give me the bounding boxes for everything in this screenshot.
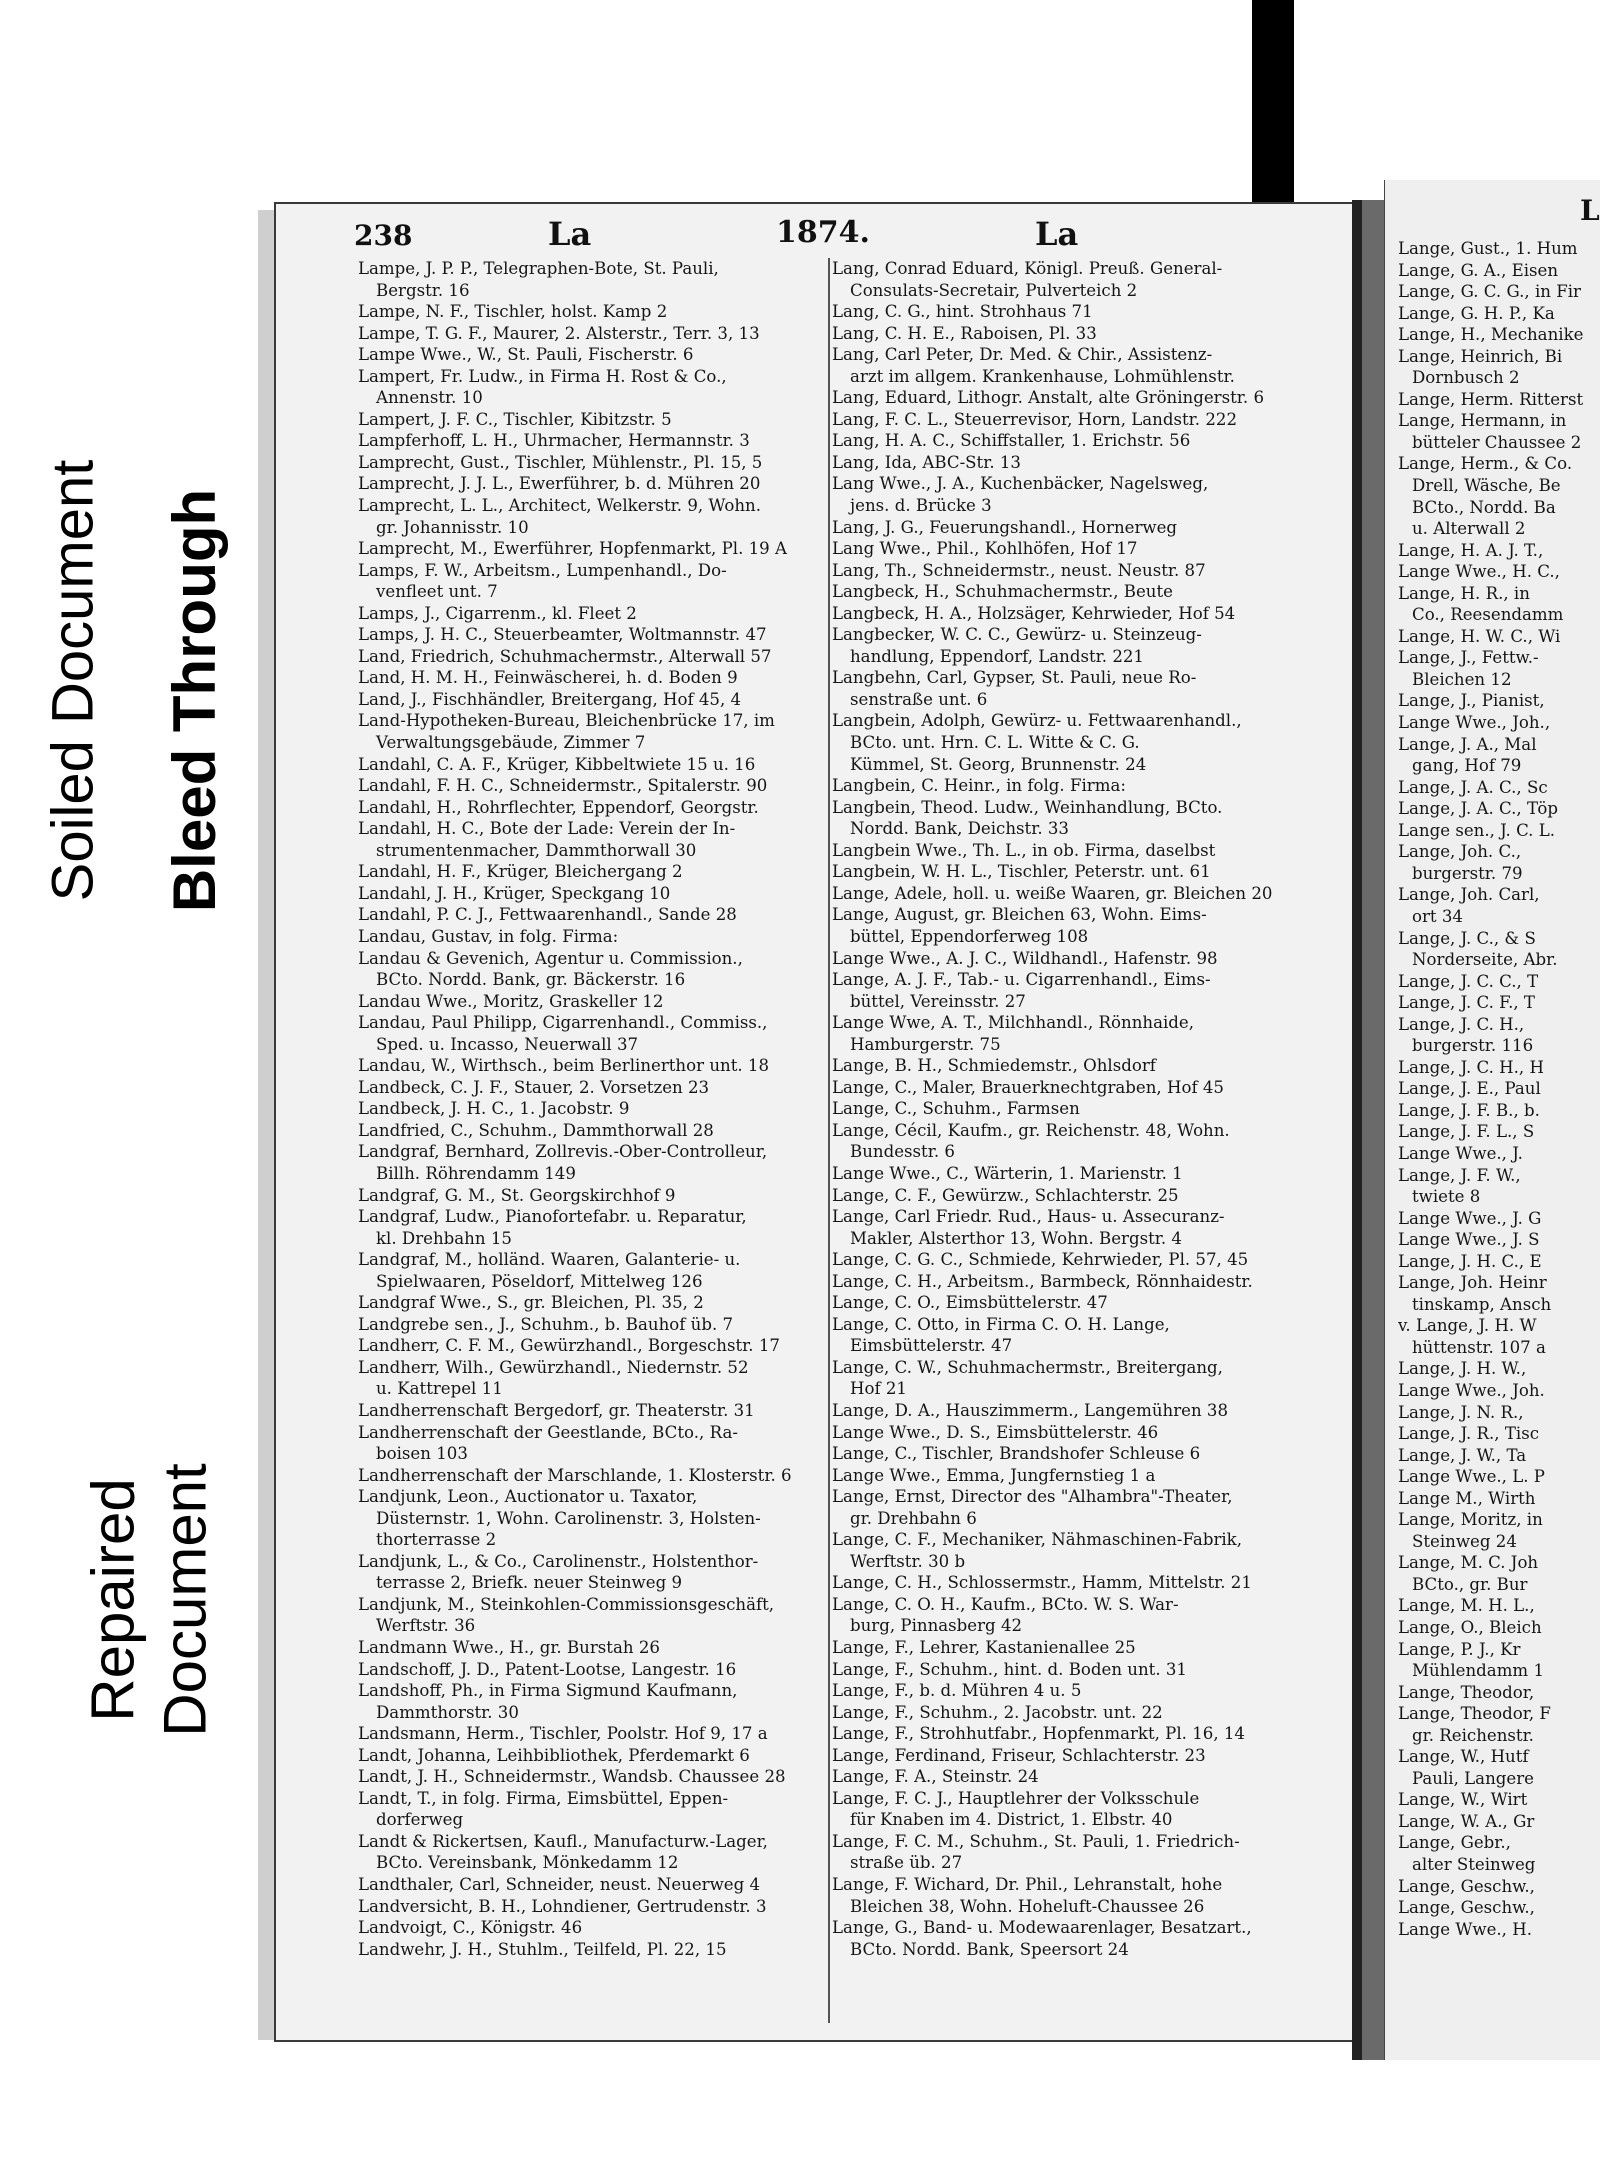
directory-entry-line: bütteler Chaussee 2	[1412, 432, 1582, 452]
directory-entry-line: Landsmann, Herm., Tischler, Poolstr. Hof 9, 17 a	[358, 1724, 768, 1744]
directory-entry-line: Lang, C. H. E., Raboisen, Pl. 33	[832, 323, 1097, 343]
directory-entry-line: Landt, T., in folg. Firma, Eimsbüttel, Eppen-	[358, 1788, 729, 1808]
header-year: 1874.	[776, 215, 870, 250]
directory-entry-line: Lange Wwe., D. S., Eimsbüttelerstr. 46	[832, 1422, 1159, 1442]
next-page-header-key: L	[1580, 194, 1600, 227]
directory-entry-line: v. Lange, J. H. W	[1398, 1316, 1537, 1336]
directory-entry-line: Landahl, H. C., Bote der Lade: Verein der In-	[358, 819, 736, 839]
directory-entry-line: Lange, Joh. Carl,	[1398, 885, 1540, 905]
directory-entry-line: Lange Wwe., A. J. C., Wildhandl., Hafenstr. 98	[832, 948, 1218, 968]
directory-entry-line: Drell, Wäsche, Be	[1412, 476, 1561, 496]
directory-entry-line: Lange Wwe., H. C.,	[1398, 562, 1560, 582]
directory-entry-line: Lange, C., Maler, Brauerknechtgraben, Hof 45	[832, 1077, 1224, 1097]
directory-entry-line: Sped. u. Incasso, Neuerwall 37	[376, 1034, 639, 1054]
directory-entry-line: Lange, Joh. Heinr	[1398, 1273, 1547, 1293]
directory-entry-line: für Knaben im 4. District, 1. Elbstr. 40	[850, 1810, 1173, 1830]
directory-entry-line: burg, Pinnasberg 42	[850, 1616, 1023, 1636]
directory-entry-line: Landherr, C. F. M., Gewürzhandl., Borgeschstr. 17	[358, 1336, 780, 1356]
directory-entry-line: Dornbusch 2	[1412, 368, 1520, 388]
directory-entry-line: Landwehr, J. H., Stuhlm., Teilfeld, Pl. 22, 15	[358, 1939, 727, 1959]
directory-entry-line: Lange, H. R., in	[1398, 583, 1530, 603]
directory-entry-line: Lampe, T. G. F., Maurer, 2. Alsterstr., Terr. 3, 13	[358, 323, 760, 343]
label-bleed-text: Bleed Through	[161, 488, 229, 912]
directory-entry-line: Langbeck, H. A., Holzsäger, Kehrwieder, Hof 54	[832, 603, 1236, 623]
directory-entry-line: Landt, Johanna, Leihbibliothek, Pferdemarkt 6	[358, 1745, 750, 1765]
directory-entry-line: Lang, Eduard, Lithogr. Anstalt, alte Gröningerstr. 6	[832, 388, 1265, 408]
directory-entry-line: Lange, J. C. C., T	[1398, 971, 1539, 991]
label-soiled-text: Soiled Document	[40, 459, 106, 901]
column-divider	[828, 258, 830, 2023]
directory-entry-line: Landherrenschaft der Geestlande, BCto., Ra-	[358, 1422, 738, 1442]
directory-entry-line: Lange, G., Band- u. Modewaarenlager, Besatzart.,	[832, 1918, 1252, 1938]
directory-entry-line: Lange, J. F. L., S	[1398, 1122, 1535, 1142]
label-repaired-document	[60, 1400, 240, 1800]
directory-entry-line: Lange, Theodor,	[1398, 1682, 1535, 1702]
directory-entry-line: Lange, A. J. F., Tab.- u. Cigarrenhandl., Eims-	[832, 970, 1211, 990]
directory-entry-line: Lampe Wwe., W., St. Pauli, Fischerstr. 6	[358, 345, 694, 365]
directory-entry-line: Hof 21	[850, 1379, 907, 1399]
directory-entry-line: Landgraf Wwe., S., gr. Bleichen, Pl. 35, 2	[358, 1293, 704, 1313]
directory-entry-line: Lang, Ida, ABC-Str. 13	[832, 452, 1021, 472]
directory-entry-line: Landherrenschaft Bergedorf, gr. Theaterstr. 31	[358, 1400, 755, 1420]
directory-entry-line: gr. Johannisstr. 10	[376, 517, 529, 537]
directory-entry-line: Lange, C. Otto, in Firma C. O. H. Lange,	[832, 1314, 1170, 1334]
directory-entry-line: senstraße unt. 6	[850, 689, 988, 709]
directory-entry-line: Lange Wwe, A. T., Milchhandl., Rönnhaide,	[832, 1013, 1194, 1033]
directory-entry-line: burgerstr. 79	[1412, 863, 1523, 883]
directory-entry-line: Lamps, J. H. C., Steuerbeamter, Woltmannstr. 47	[358, 625, 767, 645]
directory-entry-line: Dammthorstr. 30	[376, 1702, 519, 1722]
directory-entry-line: strumentenmacher, Dammthorwall 30	[376, 840, 697, 860]
gutter-shade	[1362, 200, 1384, 2060]
directory-entry-line: Lange, J. A. C., Sc	[1398, 777, 1548, 797]
directory-entry-line: Lange, J., Fettw.-	[1398, 648, 1539, 668]
directory-entry-line: Lange, C. O., Eimsbüttelerstr. 47	[832, 1293, 1108, 1313]
label-soiled-document	[28, 340, 118, 1020]
directory-entry-line: ort 34	[1412, 906, 1463, 926]
directory-entry-line: Bleichen 12	[1412, 669, 1512, 689]
directory-entry-line: Langbeck, H., Schuhmachermstr., Beute	[832, 582, 1173, 602]
directory-entry-line: Lange M., Wirth	[1398, 1488, 1536, 1508]
directory-entry-line: u. Kattrepel 11	[376, 1379, 503, 1399]
directory-entry-line: Lange, J. E., Paul	[1398, 1079, 1541, 1099]
next-page-cropped	[1384, 180, 1600, 2060]
directory-entry-line: Landau, Gustav, in folg. Firma:	[358, 926, 619, 946]
directory-entry-line: Landgraf, G. M., St. Georgskirchhof 9	[358, 1185, 676, 1205]
directory-entry-line: Lange, M. H. L.,	[1398, 1596, 1535, 1616]
directory-entry-line: Lange, Gebr.,	[1398, 1833, 1511, 1853]
directory-entry-line: Lange, B. H., Schmiedemstr., Ohlsdorf	[832, 1056, 1156, 1076]
directory-entry-line: Lange, C. H., Schlossermstr., Hamm, Mittelstr. 21	[832, 1573, 1252, 1593]
directory-entry-line: Landt, J. H., Schneidermstr., Wandsb. Chaussee 28	[358, 1767, 786, 1787]
directory-entry-line: BCto. unt. Hrn. C. L. Witte & C. G.	[850, 733, 1140, 753]
directory-entry-line: Lang, J. G., Feuerungshandl., Hornerweg	[832, 517, 1178, 537]
directory-entry-line: Lange, G. H. P., Ka	[1398, 303, 1555, 323]
directory-entry-line: Lampferhoff, L. H., Uhrmacher, Hermannstr. 3	[358, 431, 750, 451]
directory-entry-line: Lang, Conrad Eduard, Königl. Preuß. General-	[832, 259, 1223, 278]
directory-entry-line: Nordd. Bank, Deichstr. 33	[850, 819, 1069, 839]
directory-entry-line: Lange, M. C. Joh	[1398, 1553, 1539, 1573]
directory-entry-line: Lang, C. G., hint. Strohhaus 71	[832, 302, 1093, 322]
directory-entry-line: Landshoff, Ph., in Firma Sigmund Kaufmann,	[358, 1681, 738, 1701]
label-repaired-text	[78, 1463, 222, 1736]
directory-entry-line: Lange, P. J., Kr	[1398, 1639, 1521, 1659]
directory-entry-line: Landgraf, Ludw., Pianofortefabr. u. Reparatur,	[358, 1207, 747, 1227]
directory-entry-line: gr. Drehbahn 6	[850, 1508, 977, 1528]
directory-entry-line: Lange, C., Tischler, Brandshofer Schleuse 6	[832, 1444, 1201, 1464]
directory-entry-line: Lange, Hermann, in	[1398, 411, 1567, 431]
directory-entry-line: Werftstr. 36	[376, 1616, 476, 1636]
directory-entry-line: Lang, Th., Schneidermstr., neust. Neustr. 87	[832, 560, 1206, 580]
directory-entry-line: Landjunk, Leon., Auctionator u. Taxator,	[358, 1487, 698, 1507]
directory-entry-line: Lange, H. A. J. T.,	[1398, 540, 1544, 560]
directory-entry-line: Lange, J. W., Ta	[1398, 1445, 1527, 1465]
directory-entry-line: Lange, August, gr. Bleichen 63, Wohn. Eims-	[832, 905, 1207, 925]
directory-entry-line: Landahl, J. H., Krüger, Speckgang 10	[358, 883, 671, 903]
directory-entry-line: Landahl, P. C. J., Fettwaarenhandl., Sande 28	[358, 905, 737, 925]
directory-entry-line: terrasse 2, Briefk. neuer Steinweg 9	[376, 1573, 683, 1593]
directory-entry-line: Lange, J. F. B., b.	[1398, 1100, 1540, 1120]
directory-entry-line: Co., Reesendamm	[1412, 605, 1564, 625]
directory-entry-line: Lange, Carl Friedr. Rud., Haus- u. Assecuranz-	[832, 1207, 1225, 1227]
directory-entry-line: Lange Wwe., H.	[1398, 1919, 1532, 1939]
directory-entry-line: Lamps, J., Cigarrenm., kl. Fleet 2	[358, 603, 637, 623]
directory-entry-line: Lange, J. A., Mal	[1398, 734, 1537, 754]
directory-entry-line: hüttenstr. 107 a	[1412, 1337, 1546, 1357]
directory-entry-line: Lange, F., Schuhm., hint. d. Boden unt. 31	[832, 1659, 1187, 1679]
directory-entry-line: Landbeck, J. H. C., 1. Jacobstr. 9	[358, 1099, 630, 1119]
directory-entry-line: Landgraf, M., holländ. Waaren, Galanterie- u.	[358, 1250, 741, 1270]
label-repaired-line2: Document	[152, 1463, 219, 1737]
directory-entry-line: Lamps, F. W., Arbeitsm., Lumpenhandl., Do-	[358, 560, 727, 580]
scan-edge-top	[1252, 0, 1294, 215]
directory-entry-line: Makler, Alsterthor 13, Wohn. Bergstr. 4	[850, 1228, 1182, 1248]
directory-entry-line: Lange Wwe., Joh.	[1398, 1380, 1545, 1400]
directory-entry-line: Landthaler, Carl, Schneider, neust. Neuerweg 4	[358, 1875, 761, 1895]
directory-entry-line: Lange, C. G. C., Schmiede, Kehrwieder, Pl. 57, 45	[832, 1250, 1249, 1270]
directory-entry-line: Lange, G. C. G., in Fir	[1398, 282, 1581, 302]
directory-entry-line: Lampe, J. P. P., Telegraphen-Bote, St. Pauli,	[358, 259, 719, 278]
directory-entry-line: Lange Wwe., L. P	[1398, 1467, 1545, 1487]
directory-entry-line: Bleichen 38, Wohn. Hoheluft-Chaussee 26	[850, 1896, 1205, 1916]
directory-entry-line: Lange, F. Wichard, Dr. Phil., Lehranstalt, hohe	[832, 1875, 1223, 1895]
directory-entry-line: Lange, Geschw.,	[1398, 1898, 1535, 1918]
directory-entry-line: handlung, Eppendorf, Landstr. 221	[850, 646, 1144, 666]
directory-entry-line: Lange Wwe., J.	[1398, 1143, 1523, 1163]
directory-entry-line: Lange, F. C. M., Schuhm., St. Pauli, 1. Friedrich-	[832, 1831, 1240, 1851]
directory-entry-line: Lamprecht, J. J. L., Ewerführer, b. d. Mühren 20	[358, 474, 761, 494]
directory-entry-line: Kümmel, St. Georg, Brunnenstr. 24	[850, 754, 1147, 774]
directory-entry-line: Landahl, H. F., Krüger, Bleichergang 2	[358, 862, 683, 882]
directory-entry-line: Lang, H. A. C., Schiffstaller, 1. Erichstr. 56	[832, 431, 1191, 451]
directory-entry-line: Lange, C. H., Arbeitsm., Barmbeck, Rönnhaidestr.	[832, 1271, 1253, 1291]
directory-entry-line: Lange Wwe., J. S	[1398, 1230, 1540, 1250]
directory-entry-line: burgerstr. 116	[1412, 1036, 1534, 1056]
directory-entry-line: Lange, J. C. H.,	[1398, 1014, 1525, 1034]
directory-entry-line: twiete 8	[1412, 1187, 1481, 1207]
directory-entry-line: Landgraf, Bernhard, Zollrevis.-Ober-Controlleur,	[358, 1142, 768, 1162]
label-repaired-line1: Repaired	[80, 1478, 147, 1722]
directory-entry-line: Landmann Wwe., H., gr. Burstah 26	[358, 1638, 660, 1657]
directory-entry-line: Billh. Röhrendamm 149	[376, 1163, 576, 1183]
directory-entry-line: Landschoff, J. D., Patent-Lootse, Langestr. 16	[358, 1659, 737, 1679]
directory-entry-line: Landjunk, L., & Co., Carolinenstr., Holstenthor-	[358, 1551, 759, 1571]
directory-entry-line: alter Steinweg	[1412, 1855, 1536, 1875]
directory-entry-line: Landgrebe sen., J., Schuhm., b. Bauhof üb. 7	[358, 1314, 734, 1334]
directory-entry-line: Lange, Ernst, Director des "Alhambra"-Theater,	[832, 1487, 1233, 1507]
directory-entry-line: Land-Hypotheken-Bureau, Bleichenbrücke 17, im	[358, 711, 775, 731]
directory-entry-line: Lange, J. F. W.,	[1398, 1165, 1521, 1185]
directory-entry-line: Langbein, C. Heinr., in folg. Firma:	[832, 776, 1126, 796]
directory-entry-line: Landt & Rickertsen, Kaufl., Manufacturw.-Lager,	[358, 1831, 768, 1851]
directory-entry-line: Lange, F. A., Steinstr. 24	[832, 1767, 1039, 1787]
header-key-right: La	[1035, 215, 1079, 253]
directory-entry-line: büttel, Vereinsstr. 27	[850, 991, 1026, 1011]
directory-entry-line: Lange, D. A., Hauszimmerm., Langemühren 38	[832, 1400, 1229, 1420]
directory-entry-line: Lampert, Fr. Ludw., in Firma H. Rost & Co.,	[358, 366, 727, 386]
directory-entry-line: Lange Wwe., J. G	[1398, 1208, 1542, 1228]
directory-entry-line: Lange sen., J. C. L.	[1398, 820, 1556, 840]
directory-entry-line: Lange, W., Hutf	[1398, 1747, 1529, 1767]
directory-entry-line: Land, J., Fischhändler, Breitergang, Hof 45, 4	[358, 689, 742, 709]
directory-entry-line: BCto., Nordd. Ba	[1412, 497, 1556, 517]
directory-entry-line: Lampert, J. F. C., Tischler, Kibitzstr. 5	[358, 409, 672, 429]
directory-entry-line: Langbecker, W. C. C., Gewürz- u. Steinzeug-	[832, 625, 1202, 645]
directory-entry-line: Lange, J. C. H., H	[1398, 1057, 1544, 1077]
directory-entry-line: Lange, F. C. J., Hauptlehrer der Volksschule	[832, 1788, 1200, 1808]
directory-entry-line: Werftstr. 30 b	[850, 1551, 966, 1571]
directory-entry-line: kl. Drehbahn 15	[376, 1228, 512, 1248]
directory-entry-line: Lange Wwe., Emma, Jungfernstieg 1 a	[832, 1465, 1156, 1485]
directory-entry-line: thorterrasse 2	[376, 1530, 497, 1550]
directory-entry-line: Lange, F., b. d. Mühren 4 u. 5	[832, 1681, 1082, 1701]
directory-entry-line: Lange, Geschw.,	[1398, 1876, 1535, 1896]
directory-entry-line: Lang, F. C. L., Steuerrevisor, Horn, Landstr. 222	[832, 409, 1238, 429]
directory-entry-line: Landahl, H., Rohrflechter, Eppendorf, Georgstr.	[358, 797, 759, 817]
label-bleed-through	[150, 420, 240, 980]
directory-entry-line: Düsternstr. 1, Wohn. Carolinenstr. 3, Holsten-	[376, 1508, 761, 1528]
directory-entry-line: Langbein, W. H. L., Tischler, Peterstr. unt. 61	[832, 862, 1211, 882]
directory-entry-line: Lange, C. O. H., Kaufm., BCto. W. S. War-	[832, 1594, 1179, 1614]
directory-entry-line: Lange, F., Lehrer, Kastanienallee 25	[832, 1638, 1136, 1657]
directory-entry-line: Lange, Cécil, Kaufm., gr. Reichenstr. 48, Wohn.	[832, 1120, 1230, 1140]
directory-entry-line: Bergstr. 16	[376, 280, 470, 300]
directory-entry-line: Lampe, N. F., Tischler, holst. Kamp 2	[358, 302, 668, 322]
directory-entry-line: Land, H. M. H., Feinwäscherei, h. d. Boden 9	[358, 668, 738, 688]
directory-entry-line: Lamprecht, Gust., Tischler, Mühlenstr., Pl. 15, 5	[358, 452, 763, 472]
directory-entry-line: Landvoigt, C., Königstr. 46	[358, 1918, 583, 1938]
directory-entry-line: Lamprecht, M., Ewerführer, Hopfenmarkt, Pl. 19 A	[358, 539, 787, 559]
directory-entry-line: Lange, W., Wirt	[1398, 1790, 1528, 1810]
directory-entry-line: BCto. Nordd. Bank, Speersort 24	[850, 1939, 1129, 1959]
directory-entry-line: Eimsbüttelerstr. 47	[850, 1336, 1013, 1356]
directory-entry-line: Lange, W. A., Gr	[1398, 1811, 1535, 1831]
directory-entry-line: Landjunk, M., Steinkohlen-Commissionsgeschäft,	[358, 1594, 775, 1614]
directory-entry-line: Lange, H., Mechanike	[1398, 325, 1584, 345]
directory-entry-line: Lange, J. C. F., T	[1398, 993, 1535, 1013]
directory-entry-line: boisen 103	[376, 1444, 468, 1464]
directory-entry-line: Langbehn, Carl, Gypser, St. Pauli, neue Ro-	[832, 668, 1197, 688]
directory-entry-line: Pauli, Langere	[1412, 1768, 1534, 1788]
book-gutter	[1352, 200, 1362, 2060]
directory-entry-line: Lange, H. W. C., Wi	[1398, 626, 1561, 646]
directory-entry-line: Lange, Joh. C.,	[1398, 842, 1522, 862]
directory-entry-line: Lange, C. F., Mechaniker, Nähmaschinen-Fabrik,	[832, 1530, 1243, 1550]
directory-entry-line: gr. Reichenstr.	[1412, 1725, 1534, 1745]
directory-entry-line: Landau, W., Wirthsch., beim Berlinerthor unt. 18	[358, 1056, 770, 1076]
directory-entry-line: Lange, Heinrich, Bi	[1398, 346, 1563, 366]
directory-entry-line: Langbein, Adolph, Gewürz- u. Fettwaarenhandl.,	[832, 711, 1242, 731]
directory-entry-line: Landbeck, C. J. F., Stauer, 2. Vorsetzen 23	[358, 1077, 710, 1097]
directory-entry-line: Lange Wwe., Joh.,	[1398, 713, 1551, 733]
entries-column-right	[832, 258, 1302, 1960]
directory-entry-line: jens. d. Brücke 3	[850, 496, 992, 516]
directory-entry-line: Lang, Carl Peter, Dr. Med. & Chir., Assistenz-	[832, 345, 1213, 365]
directory-entry-line: Landahl, C. A. F., Krüger, Kibbeltwiete 15 u. 16	[358, 754, 756, 774]
header-key-left: La	[548, 215, 592, 253]
directory-entry-line: Lang Wwe., J. A., Kuchenbäcker, Nagelsweg,	[832, 474, 1209, 494]
entries-column-left	[358, 258, 826, 1960]
directory-entry-line: Lange, Gust., 1. Hum	[1398, 239, 1578, 258]
directory-entry-line: Lange, J. H. W.,	[1398, 1359, 1527, 1379]
directory-entry-line: Lange, F., Schuhm., 2. Jacobstr. unt. 22	[832, 1702, 1163, 1722]
directory-entry-line: Langbein, Theod. Ludw., Weinhandlung, BCto.	[832, 797, 1223, 817]
directory-entry-line: Landfried, C., Schuhm., Dammthorwall 28	[358, 1120, 714, 1140]
directory-entry-line: Land, Friedrich, Schuhmachermstr., Alterwall 57	[358, 646, 772, 666]
directory-entry-line: Lange, Moritz, in	[1398, 1510, 1543, 1530]
directory-entry-line: BCto. Vereinsbank, Mönkedamm 12	[376, 1853, 679, 1873]
directory-entry-line: Lange, Herm. Ritterst	[1398, 389, 1584, 409]
directory-entry-line: Landversicht, B. H., Lohndiener, Gertrudenstr. 3	[358, 1896, 767, 1916]
directory-entry-line: Spielwaaren, Pöseldorf, Mittelweg 126	[376, 1271, 703, 1291]
directory-entry-line: Verwaltungsgebäude, Zimmer 7	[376, 733, 646, 753]
directory-entry-line: Lang Wwe., Phil., Kohlhöfen, Hof 17	[832, 539, 1138, 559]
directory-entry-line: Annenstr. 10	[376, 388, 483, 408]
directory-entry-line: Bundesstr. 6	[850, 1142, 955, 1162]
directory-entry-line: büttel, Eppendorferweg 108	[850, 926, 1089, 946]
page-number: 238	[354, 219, 413, 252]
directory-entry-line: Landau, Paul Philipp, Cigarrenhandl., Commiss.,	[358, 1013, 768, 1033]
directory-entry-line: Consulats-Secretair, Pulverteich 2	[850, 280, 1138, 300]
directory-entry-line: Lange Wwe., C., Wärterin, 1. Marienstr. 1	[832, 1163, 1183, 1183]
directory-entry-line: venfleet unt. 7	[376, 582, 498, 602]
directory-entry-line: Lange, C. W., Schuhmachermstr., Breitergang,	[832, 1357, 1223, 1377]
directory-entry-line: BCto., gr. Bur	[1412, 1574, 1528, 1594]
directory-entry-line: Landahl, F. H. C., Schneidermstr., Spitalerstr. 90	[358, 776, 768, 796]
directory-entry-line: Lange, J. C., & S	[1398, 928, 1536, 948]
entries-column-next-page	[1398, 238, 1600, 1940]
directory-entry-line: Lamprecht, L. L., Architect, Welkerstr. 9, Wohn.	[358, 496, 761, 516]
directory-entry-line: BCto. Nordd. Bank, gr. Bäckerstr. 16	[376, 970, 686, 990]
directory-entry-line: Lange, C. F., Gewürzw., Schlachterstr. 25	[832, 1185, 1179, 1205]
directory-entry-line: Langbein Wwe., Th. L., in ob. Firma, daselbst	[832, 840, 1216, 860]
directory-entry-line: Lange, C., Schuhm., Farmsen	[832, 1099, 1080, 1119]
directory-entry-line: Norderseite, Abr.	[1412, 950, 1558, 970]
directory-entry-line: Steinweg 24	[1412, 1531, 1517, 1551]
directory-entry-line: Lange, Adele, holl. u. weiße Waaren, gr. Bleichen 20	[832, 883, 1273, 903]
directory-entry-line: Lange, Herm., & Co.	[1398, 454, 1573, 474]
directory-entry-line: Lange, Ferdinand, Friseur, Schlachterstr. 23	[832, 1745, 1206, 1765]
directory-entry-line: Mühlendamm 1	[1412, 1661, 1544, 1681]
directory-entry-line: Landherr, Wilh., Gewürzhandl., Niedernstr. 52	[358, 1357, 749, 1377]
directory-entry-line: gang, Hof 79	[1412, 756, 1522, 776]
directory-entry-line: Landherrenschaft der Marschlande, 1. Klosterstr. 6	[358, 1465, 792, 1485]
directory-entry-line: Landau Wwe., Moritz, Graskeller 12	[358, 991, 664, 1011]
directory-entry-line: Lange, J. A. C., Töp	[1398, 799, 1559, 819]
directory-entry-line: u. Alterwall 2	[1412, 519, 1526, 539]
directory-entry-line: dorferweg	[376, 1810, 464, 1830]
directory-entry-line: Lange, F., Strohhutfabr., Hopfenmarkt, Pl. 16, 14	[832, 1724, 1245, 1744]
directory-entry-line: arzt im allgem. Krankenhause, Lohmühlenstr.	[850, 366, 1235, 386]
directory-entry-line: Lange, J., Pianist,	[1398, 691, 1545, 711]
directory-entry-line: Lange, O., Bleich	[1398, 1618, 1542, 1637]
directory-entry-line: Lange, J. H. C., E	[1398, 1251, 1542, 1271]
directory-entry-line: tinskamp, Ansch	[1412, 1294, 1552, 1314]
directory-entry-line: Hamburgerstr. 75	[850, 1034, 1001, 1054]
directory-entry-line: straße üb. 27	[850, 1853, 963, 1873]
directory-entry-line: Lange, G. A., Eisen	[1398, 260, 1559, 280]
directory-entry-line: Landau & Gevenich, Agentur u. Commission.,	[358, 948, 743, 968]
directory-entry-line: Lange, Theodor, F	[1398, 1704, 1551, 1724]
directory-entry-line: Lange, J. N. R.,	[1398, 1402, 1524, 1422]
directory-entry-line: Lange, J. R., Tisc	[1398, 1424, 1540, 1444]
